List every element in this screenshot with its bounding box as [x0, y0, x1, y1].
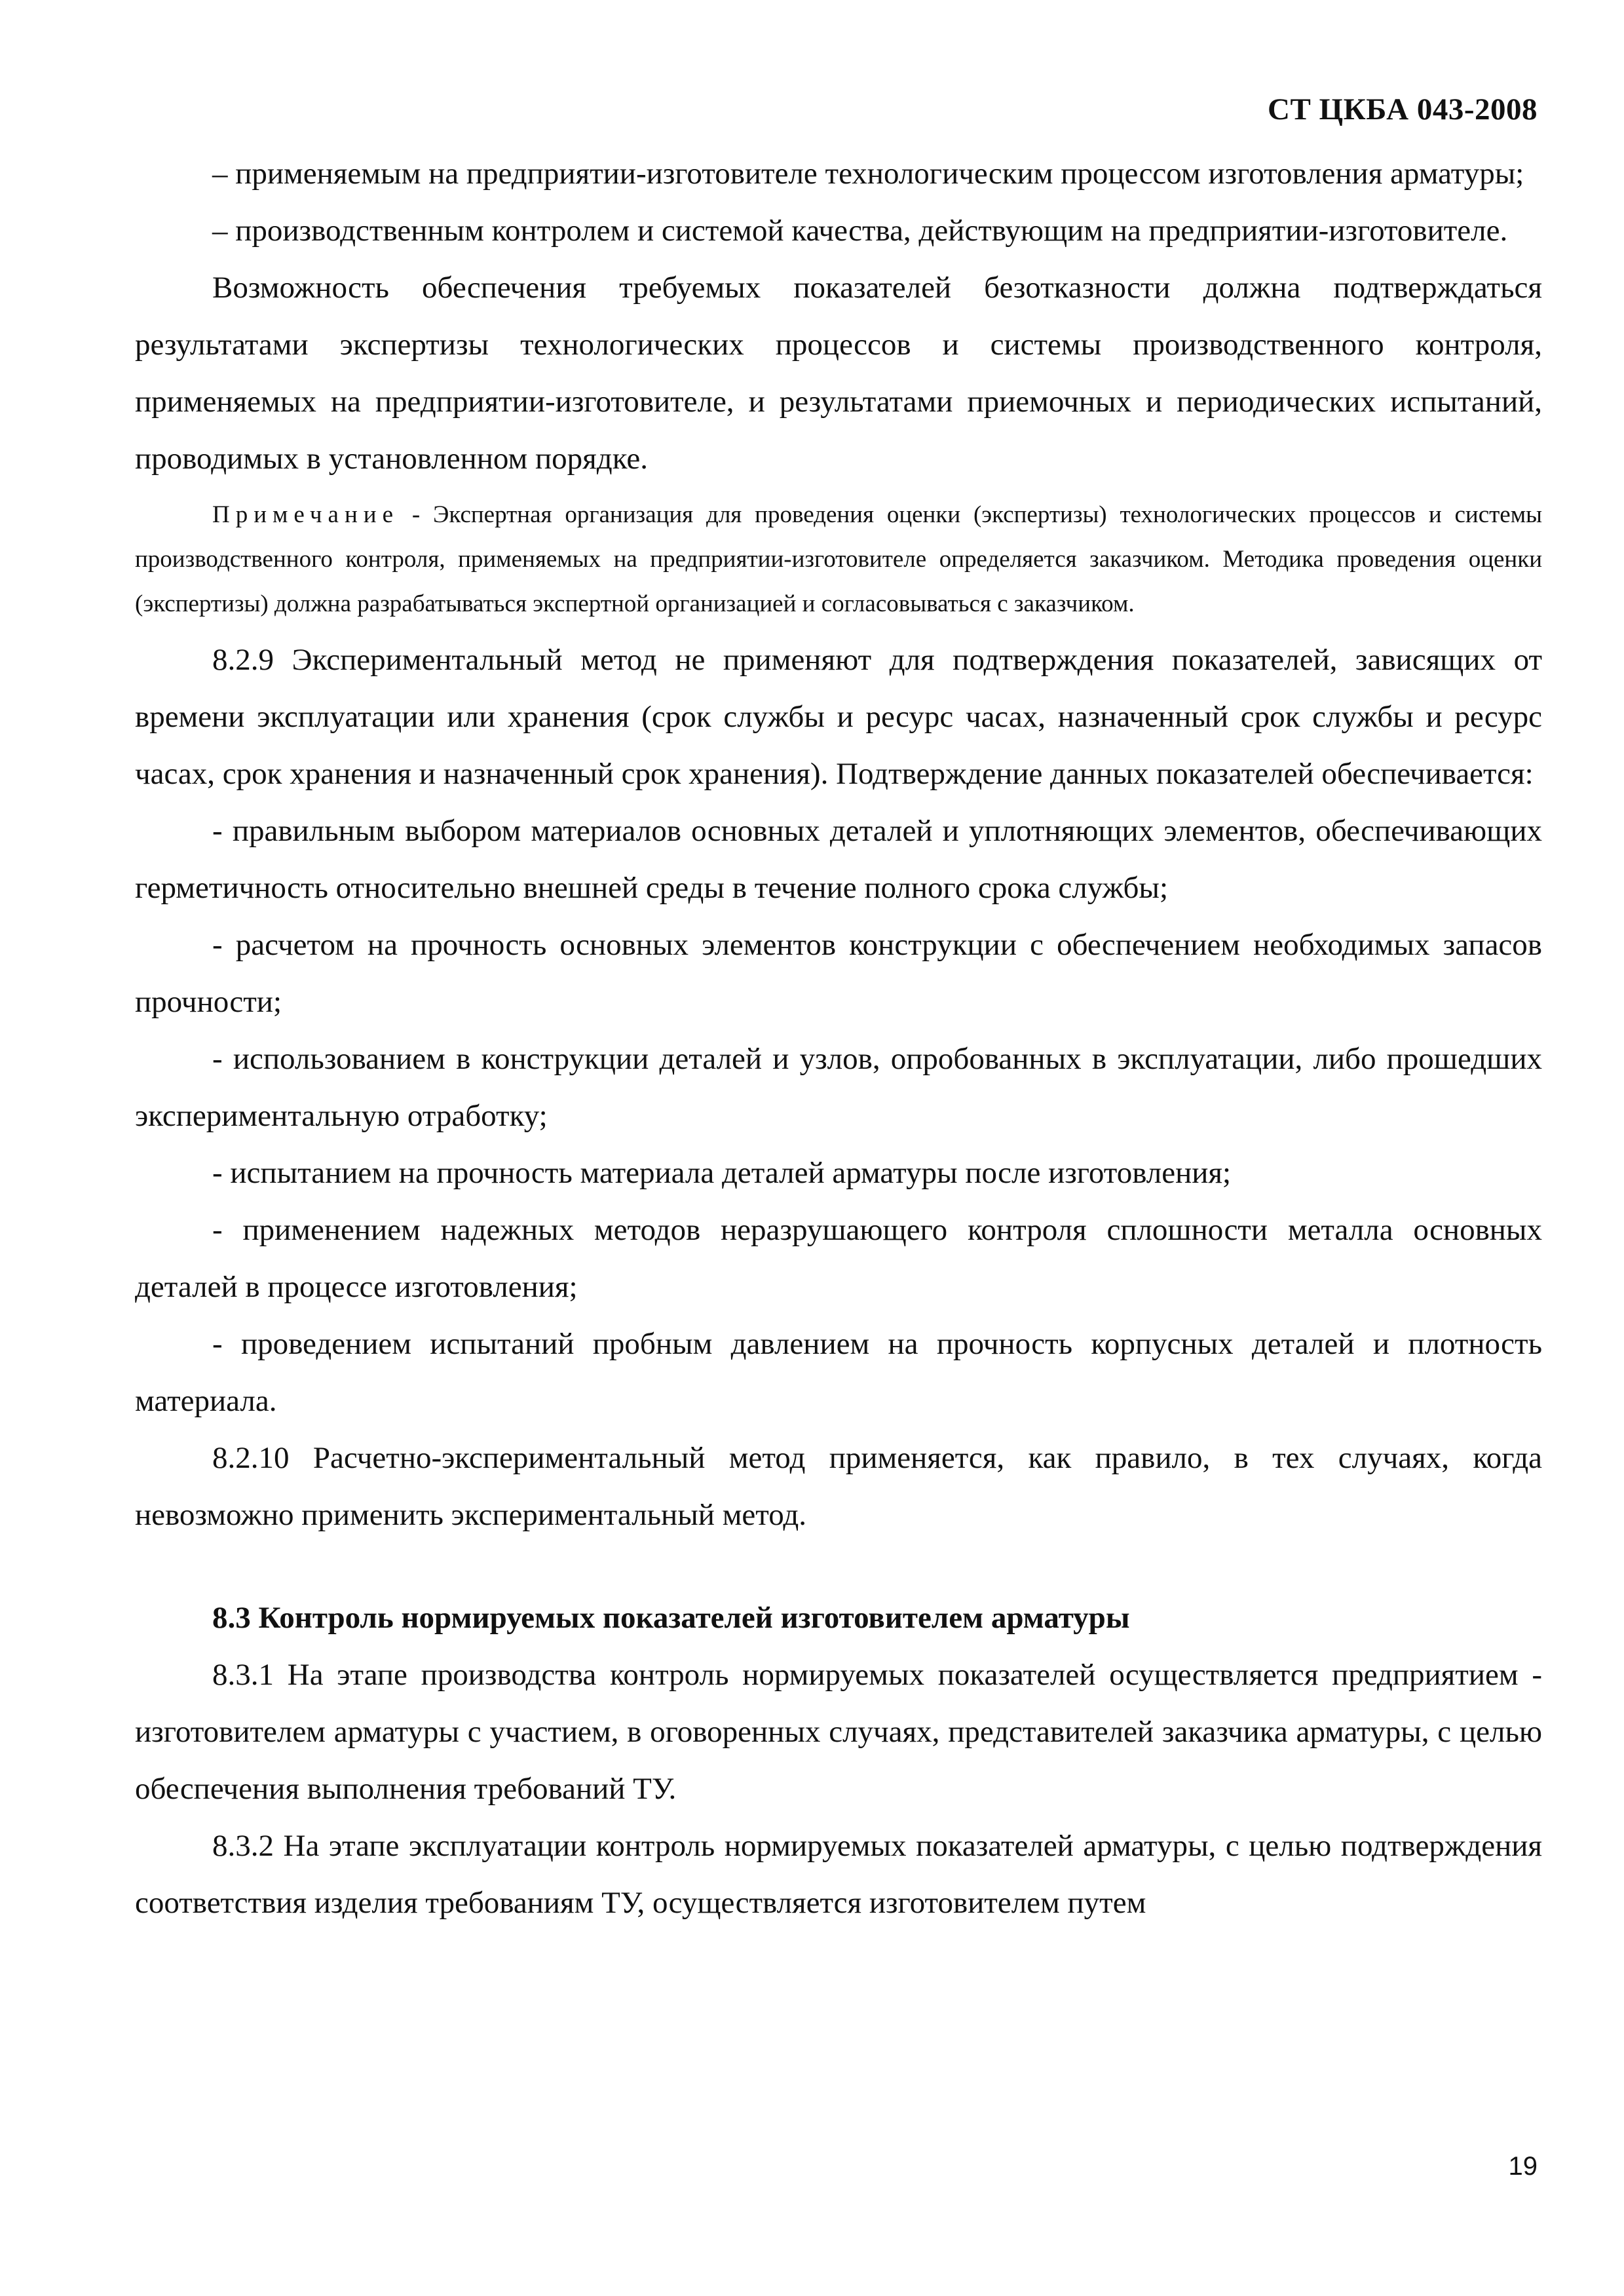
paragraph-8-3-2: 8.3.2 На этапе эксплуатации контроль нормируемых показателей арматуры, с целью подтверждения соответствия изделия требованиям ТУ, осуществляется изготовителем путем: [135, 1829, 1542, 1920]
page-number: 19: [1508, 2152, 1538, 2181]
paragraph-8-3-1: 8.3.1 На этапе производства контроль нормируемых показателей осуществляется предприятием - изготовителем арматуры с участием, в оговоренных случаях, представителей заказчика арматуры, с целью обеспечения выполнения требований ТУ.: [135, 1658, 1542, 1806]
paragraph-list-item: - испытанием на прочность материала деталей арматуры после изготовления;: [212, 1156, 1232, 1190]
note-paragraph: [135, 493, 1542, 626]
paragraph-8-2-10: 8.2.10 Расчетно-экспериментальный метод применяется, как правило, в тех случаях, когда невозможно применить экспериментальный метод.: [135, 1441, 1542, 1532]
note-text: - Экспертная организация для проведения оценки (экспертизы) технологических процессов и системы производственного контроля, применяемых на предприятии-изготовителе определяется заказчиком. Методика проведения оценки (экспертизы) должна разрабатываться экспертной организацией и согласовываться с заказчиком.: [135, 501, 1542, 617]
paragraph-list-item: – производственным контролем и системой качества, действующим на предприятии-изготовителе.: [212, 214, 1508, 248]
paragraph-list-item: - проведением испытаний пробным давлением на прочность корпусных деталей и плотность материала.: [135, 1327, 1542, 1418]
paragraph-list-item: - применением надежных методов неразрушающего контроля сплошности металла основных деталей в процессе изготовления;: [135, 1213, 1542, 1304]
paragraph-8-2-9: 8.2.9 Экспериментальный метод не применяют для подтверждения показателей, зависящих от времени эксплуатации или хранения (срок службы и ресурс часах, назначенный срок службы и ресурс часах, срок хранения и назначенный срок хранения). Подтверждение данных показателей обеспечивается:: [135, 643, 1542, 791]
paragraph-list-item: - использованием в конструкции деталей и узлов, опробованных в эксплуатации, либо прошедших экспериментальную отработку;: [135, 1042, 1542, 1133]
paragraph-list-item: - расчетом на прочность основных элементов конструкции с обеспечением необходимых запасов прочности;: [135, 928, 1542, 1019]
section-heading: 8.3 Контроль нормируемых показателей изготовителем арматуры: [212, 1601, 1130, 1635]
paragraph-list-item: - правильным выбором материалов основных деталей и уплотняющих элементов, обеспечивающих герметичность относительно внешней среды в течение полного срока службы;: [135, 814, 1542, 905]
note-label: Примечание: [212, 501, 399, 528]
page-content: [135, 145, 1542, 1932]
paragraph: Возможность обеспечения требуемых показателей безотказности должна подтверждаться результатами экспертизы технологических процессов и системы производственного контроля, применяемых на предприятии-изготовителе, и результатами приемочных и периодических испытаний, проводимых в установленном порядке.: [135, 271, 1542, 476]
document-code-header: СТ ЦКБА 043-2008: [1268, 92, 1538, 126]
paragraph-list-item: – применяемым на предприятии-изготовителе технологическим процессом изготовления арматуры;: [212, 157, 1524, 191]
